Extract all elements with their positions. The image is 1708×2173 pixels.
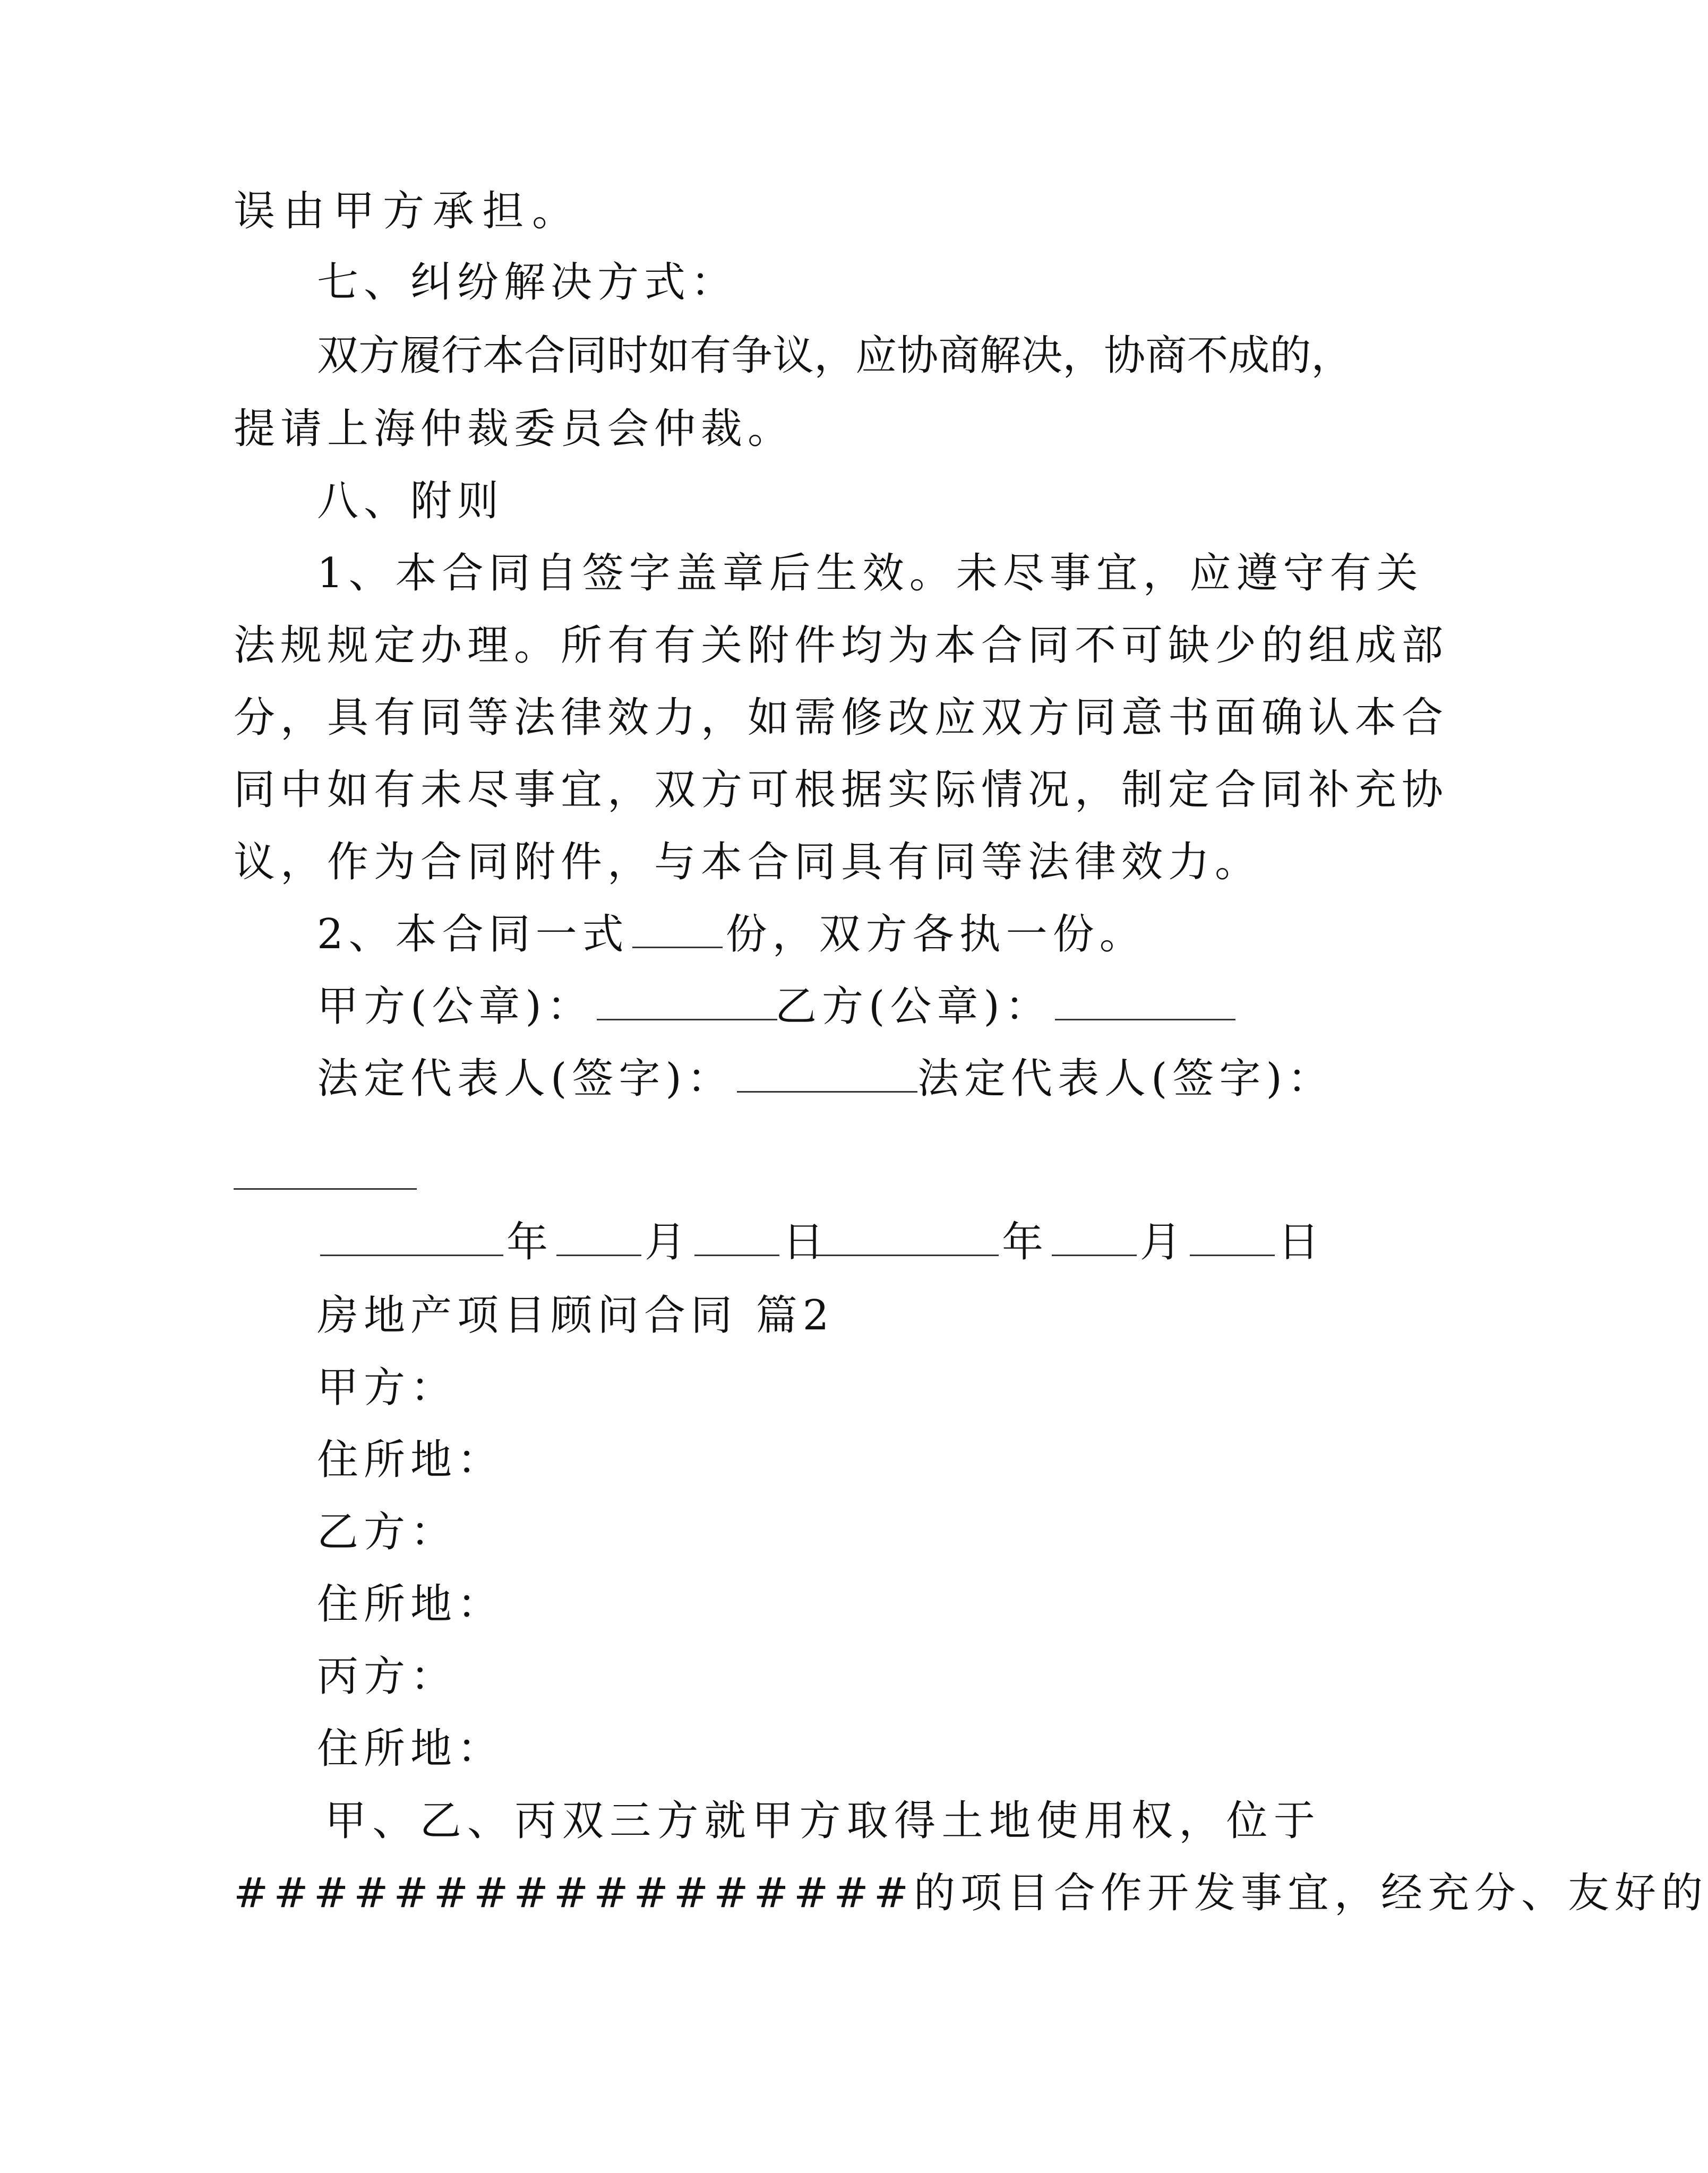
text-line (234, 185, 573, 238)
char: 本 (483, 332, 525, 380)
char: ， (1179, 1797, 1221, 1845)
contract-title: 房地产项目顾问合同 篇2 (317, 1292, 835, 1339)
party-c-address-label: 住所地： (317, 1725, 504, 1773)
char: 权 (1131, 1797, 1173, 1845)
month-blank[interactable] (556, 1217, 641, 1256)
char: 有 (690, 332, 732, 380)
char: 同 (565, 332, 607, 380)
month-blank[interactable] (1052, 1217, 1137, 1256)
year-label: 年 (1002, 1218, 1049, 1266)
day-blank[interactable] (694, 1217, 779, 1256)
date-line-b (812, 1216, 1325, 1269)
party-a-seal-blank[interactable] (597, 982, 777, 1020)
char: 应 (855, 332, 897, 380)
char: 不 (1187, 332, 1229, 380)
text-line (325, 1794, 1315, 1848)
char: 由 (283, 187, 325, 235)
char: 决 (1021, 332, 1063, 380)
copies-line (317, 908, 1146, 961)
rep-a-line (317, 1052, 921, 1105)
char: 议 (773, 332, 814, 380)
char: 位 (1226, 1797, 1268, 1845)
party-b-seal-label: 乙方(公章)： (775, 983, 1052, 1030)
char: 争 (731, 332, 773, 380)
section-heading-7: 七、纠纷解决方式： (317, 259, 738, 306)
char: 行 (441, 332, 483, 380)
char: 、 (467, 1797, 509, 1845)
char: 方 (382, 187, 424, 235)
char: ， (814, 332, 856, 380)
char: 甲 (752, 1797, 794, 1845)
char: 成 (1228, 332, 1270, 380)
char: 丙 (514, 1797, 556, 1845)
char: 乙 (419, 1797, 461, 1845)
char: 就 (704, 1797, 746, 1845)
date-line-a (317, 1216, 829, 1269)
char: 解 (980, 332, 1022, 380)
char: 地 (989, 1797, 1031, 1845)
char: 协 (897, 332, 939, 380)
char: 用 (1084, 1797, 1126, 1845)
char: 商 (938, 332, 980, 380)
char: 履 (400, 332, 442, 380)
char: 土 (941, 1797, 983, 1845)
party-b-address-label: 住所地： (317, 1581, 504, 1628)
char: 甲 (325, 1797, 367, 1845)
char: 时 (607, 332, 649, 380)
char: 如 (648, 332, 690, 380)
party-c-label: 丙方： (317, 1653, 458, 1700)
char: 。 (531, 187, 573, 235)
rep-b-blank[interactable] (234, 1188, 417, 1190)
char: 协 (1104, 332, 1146, 380)
rep-b-line (917, 1052, 1334, 1105)
copies-suffix: 份，双方各执一份。 (725, 911, 1146, 958)
rep-a-label: 法定代表人(签字)： (317, 1055, 734, 1103)
char: 误 (234, 187, 276, 235)
day-label: 日 (783, 1218, 830, 1266)
day-blank[interactable] (1190, 1217, 1275, 1256)
char: 承 (432, 187, 474, 235)
char: 方 (358, 332, 400, 380)
year-blank[interactable] (816, 1217, 999, 1256)
char: 于 (1273, 1797, 1315, 1845)
rep-a-blank[interactable] (737, 1054, 917, 1093)
party-a-seal-line (317, 980, 780, 1033)
text-line: 法规规定办理。所有有关附件均为本合同不可缺少的组成部 (234, 622, 1449, 669)
month-label: 月 (1140, 1218, 1187, 1266)
section-heading-8: 八、附则 (317, 477, 504, 525)
year-label: 年 (507, 1218, 554, 1266)
text-line: 同中如有未尽事宜，双方可根据实际情况，制定合同补充协 (234, 766, 1449, 814)
text-line: 1、本合同自签字盖章后生效。未尽事宜，应遵守有关 (317, 549, 1423, 597)
char: 方 (799, 1797, 841, 1845)
char: ， (1062, 332, 1104, 380)
char: 、 (372, 1797, 414, 1845)
char: 三 (610, 1797, 651, 1845)
char: 取 (846, 1797, 888, 1845)
text-line: #################的项目合作开发事宜，经充分、友好的 (234, 1869, 1708, 1917)
rep-b-label: 法定代表人(签字)： (917, 1055, 1334, 1103)
text-line: 分，具有同等法律效力，如需修改应双方同意书面确认本合 (234, 694, 1449, 742)
party-b-seal-blank[interactable] (1055, 982, 1235, 1020)
char: 方 (657, 1797, 699, 1845)
year-blank[interactable] (320, 1217, 503, 1256)
party-b-label: 乙方： (317, 1508, 458, 1556)
party-b-seal-line (775, 980, 1239, 1033)
char: 得 (894, 1797, 936, 1845)
char: 的 (1269, 332, 1311, 380)
char: 商 (1145, 332, 1187, 380)
copies-blank[interactable] (632, 909, 723, 948)
char: 双 (562, 1797, 604, 1845)
day-label: 日 (1278, 1218, 1325, 1266)
party-a-label: 甲方： (317, 1364, 458, 1412)
text-line: 提请上海仲裁委员会仲裁。 (234, 405, 795, 453)
char: 使 (1036, 1797, 1078, 1845)
party-a-address-label: 住所地： (317, 1436, 504, 1484)
char: ， (1311, 332, 1353, 380)
char: 担 (482, 187, 524, 235)
char: 双 (317, 332, 359, 380)
text-line (317, 329, 1353, 382)
char: 甲 (333, 187, 375, 235)
copies-label: 2、本合同一式 (317, 911, 629, 958)
char: 合 (524, 332, 566, 380)
text-line: 议，作为合同附件，与本合同具有同等法律效力。 (234, 838, 1262, 886)
party-a-seal-label: 甲方(公章)： (317, 983, 594, 1030)
month-label: 月 (645, 1218, 692, 1266)
